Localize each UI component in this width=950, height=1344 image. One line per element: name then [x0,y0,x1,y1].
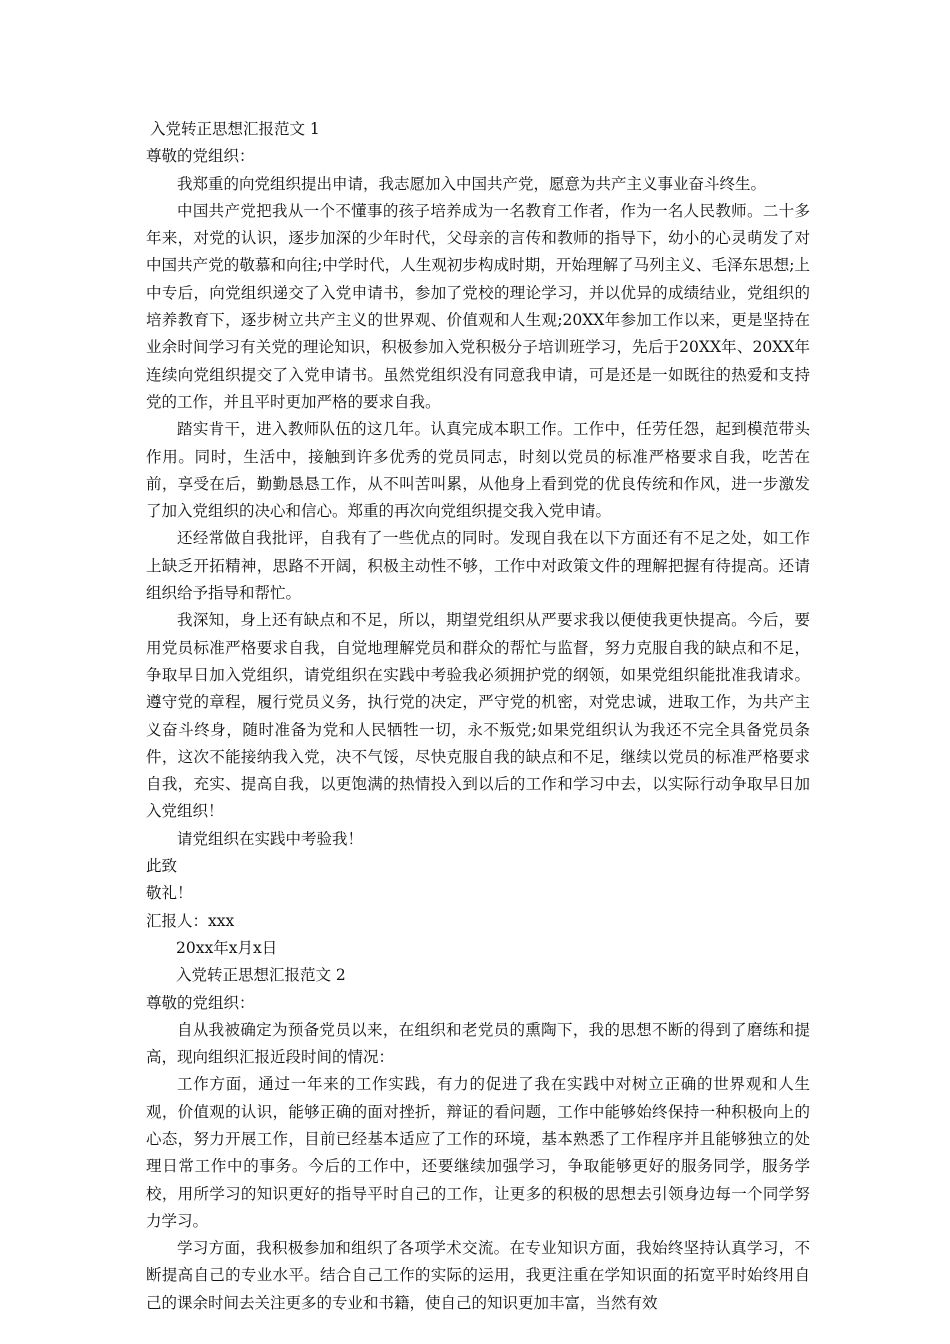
document-title-2: 入党转正思想汇报范文 2 [176,966,346,985]
report-date: 20xx年x月x日 [176,938,278,957]
paragraph-5: 我深知，身上还有缺点和不足，所以，期望党组织从严要求我以便使我更快提高。今后，要用党员标准严格要求自我，自觉地理解党员和群众的帮忙与监督，努力克服自我的缺点和不足，争取早日加入党组织，请党组织在实践中考验我必须拥护党的纲领，如果党组织能批准我请求。遵守党的章程，履行党员义务，执行党的决定，严守党的机密，对党忠诚，进取工作，为共产主义奋斗终身，随时准备为党和人民牺牲一切，永不叛党;如果党组织认为我还不完全具备党员条件，这次不能接纳我入党，决不气馁，尽快克服自我的缺点和不足，继续以党员的标准严格要求自我，充实、提高自我，以更饱满的热情投入到以后的工作和学习中去，以实际行动争取早日加入党组织！ [146,611,810,821]
document-body [146,116,810,1317]
paragraph-6: 请党组织在实践中考验我！ [177,829,364,848]
paragraph-q2: 工作方面，通过一年来的工作实践，有力的促进了我在实践中对树立正确的世界观和人生观，价值观的认识，能够正确的面对挫折，辩证的看问题，工作中能够始终保持一种积极向上的心态，努力开展工作，目前已经基本适应了工作的环境，基本熟悉了工作程序并且能够独立的处理日常工作中的事务。今后的工作中，还要继续加强学习，争取能够更好的服务同学，服务学校，用所学习的知识更好的指导平时自己的工作，让更多的积极的思想去引领身边每一个同学努力学习。 [146,1075,810,1230]
paragraph-4: 还经常做自我批评，自我有了一些优点的同时。发现自我在以下方面还有不足之处，如工作上缺乏开拓精神，思路不开阔，积极主动性不够，工作中对政策文件的理解把握有待提高。还请组织给予指导和帮忙。 [146,529,810,603]
salutation-1: 尊敬的党组织： [146,147,255,166]
document-title-1: 入党转正思想汇报范文 1 [150,120,320,138]
paragraph-3: 踏实肯干，进入教师队伍的这几年。认真完成本职工作。工作中，任劳任怨，起到模范带头作用。同时，生活中，接触到许多优秀的党员同志，时刻以党员的标准严格要求自我，吃苦在前，享受在后，勤勤恳恳工作，从不叫苦叫累，从他身上看到党的优良传统和作风，进一步激发了加入党组织的决心和信心。郑重的再次向党组织提交我入党申请。 [146,420,810,521]
reporter: 汇报人：xxx [146,911,235,930]
paragraph-q3: 学习方面，我积极参加和组织了各项学术交流。在专业知识方面，我始终坚持认真学习，不断提高自己的专业水平。结合自己工作的实际的运用，我更注重在学知识面的拓宽平时始终用自己的课余时间去关注更多的专业和书籍，使自己的知识更加丰富，当然有效 [146,1239,810,1312]
closing-1: 此致 [146,857,178,876]
closing-2: 敬礼！ [146,884,193,903]
paragraph-1: 我郑重的向党组织提出申请，我志愿加入中国共产党，愿意为共产主义事业奋斗终生。 [177,174,767,193]
paragraph-q1: 自从我被确定为预备党员以来，在组织和老党员的熏陶下，我的思想不断的得到了磨练和提高，现向组织汇报近段时间的情况： [146,1020,810,1067]
paragraph-2: 中国共产党把我从一个不懂事的孩子培养成为一名教育工作者，作为一名人民教师。二十多年来，对党的认识，逐步加深的少年时代，父母亲的言传和教师的指导下，幼小的心灵萌发了对中国共产党的敬慕和向往;中学时代，人生观初步构成时期，开始理解了马列主义、毛泽东思想;上中专后，向党组织递交了入党申请书，参加了党校的理论学习，并以优异的成绩结业，党组织的培养教育下，逐步树立共产主义的世界观、价值观和人生观;20XX年参加工作以来，更是坚持在业余时间学习有关党的理论知识，积极参加入党积极分子培训班学习，先后于20XX年、20XX年连续向党组织提交了入党申请书。虽然党组织没有同意我申请，可是还是一如既往的热爱和支持党的工作，并且平时更加严格的要求自我。 [146,201,810,411]
salutation-2: 尊敬的党组织： [146,993,255,1012]
